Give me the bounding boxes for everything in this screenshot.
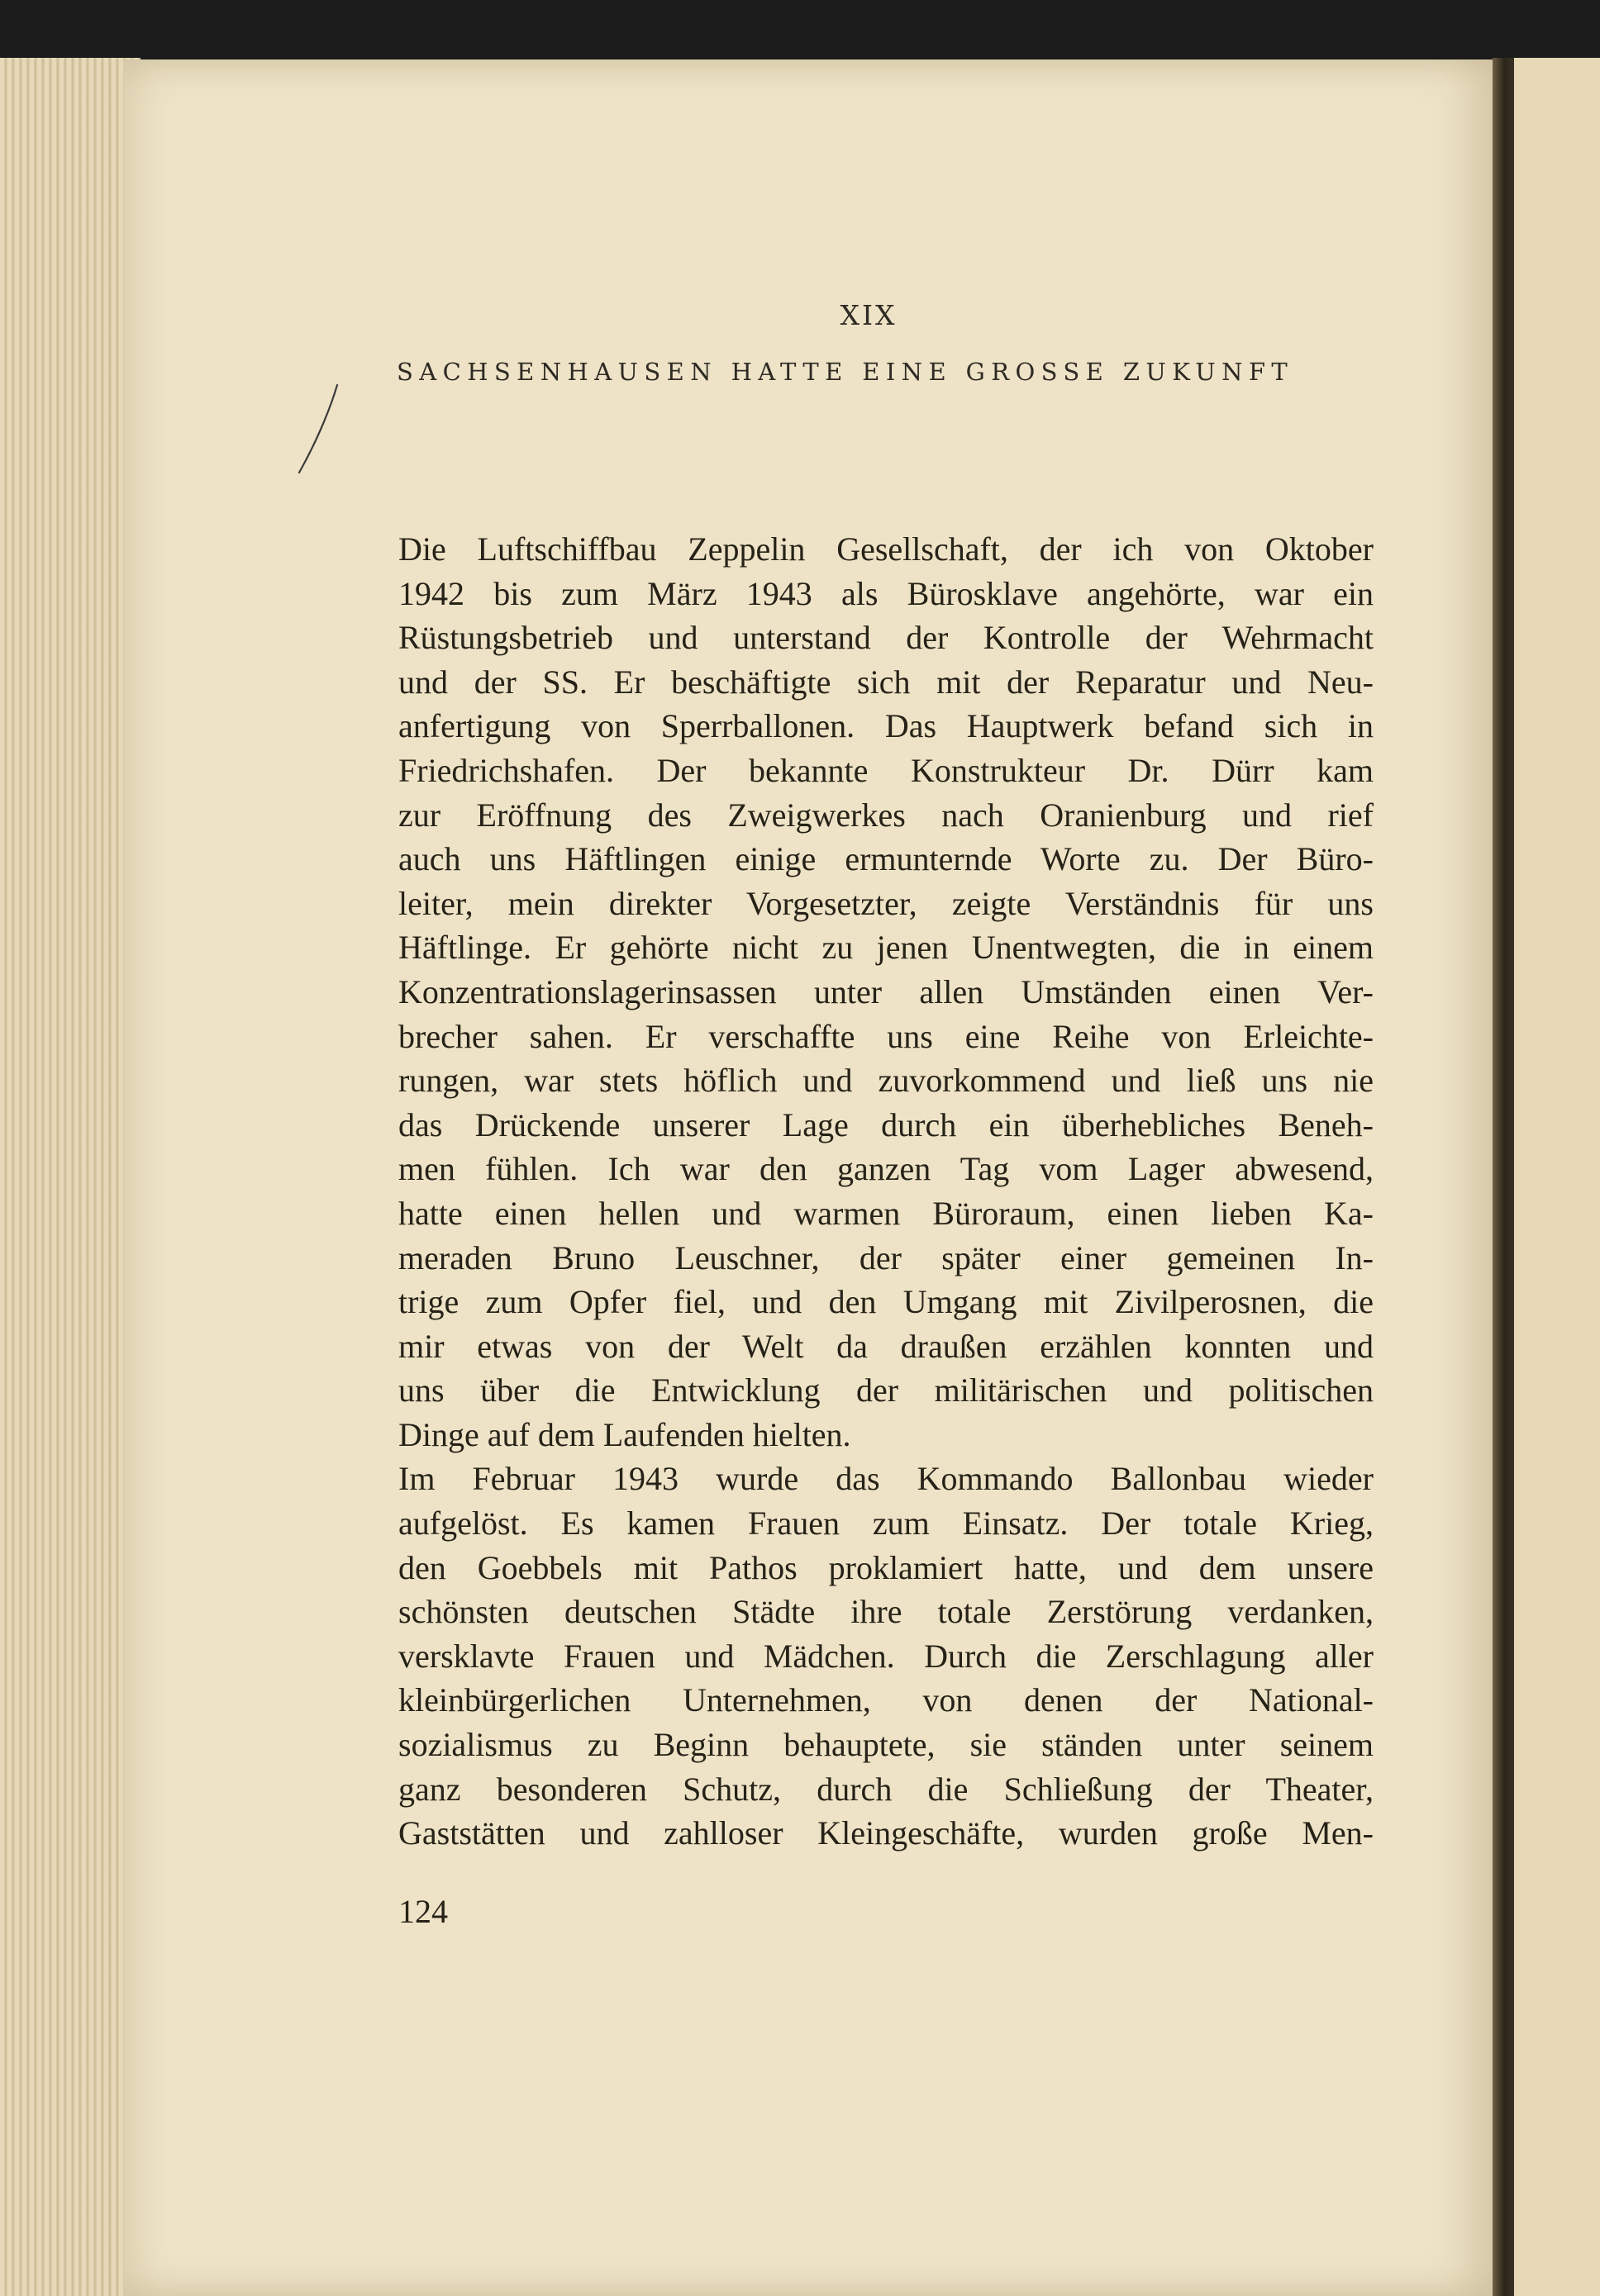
page-number: 124	[398, 1893, 448, 1930]
text-line: ganz besonderen Schutz, durch die Schließung der Theater,	[398, 1770, 1374, 1808]
text-line: mir etwas von der Welt da draußen erzählen konnten und	[398, 1327, 1374, 1365]
text-line: Häftlinge. Er gehörte nicht zu jenen Unentwegten, die in einem	[398, 929, 1374, 967]
text-line: men fühlen. Ich war den ganzen Tag vom Lager abwesend,	[398, 1150, 1374, 1188]
text-line: Konzentrationslagerinsassen unter allen Umständen einen Ver-	[398, 972, 1374, 1010]
text-line: aufgelöst. Es kamen Frauen zum Einsatz. Der totale Krieg,	[398, 1505, 1374, 1543]
text-line: Im Februar 1943 wurde das Kommando Ballonbau wieder	[398, 1460, 1374, 1498]
text-line: hatte einen hellen und warmen Büroraum, einen lieben Ka-	[398, 1194, 1374, 1232]
text-line: den Goebbels mit Pathos proklamiert hatte, und dem unsere	[398, 1548, 1374, 1586]
text-line: und der SS. Er beschäftigte sich mit der Reparatur und Neu-	[398, 663, 1374, 701]
facing-page-edge	[1514, 58, 1600, 2296]
text-line: Friedrichshafen. Der bekannte Konstrukteur Dr. Dürr kam	[398, 751, 1374, 789]
text-line: versklavte Frauen und Mädchen. Durch die Zerschlagung aller	[398, 1637, 1374, 1675]
text-line: kleinbürgerlichen Unternehmen, von denen der National-	[398, 1681, 1374, 1719]
text-line: schönsten deutschen Städte ihre totale Zerstörung verdanken,	[398, 1593, 1374, 1631]
text-line: rungen, war stets höflich und zuvorkommend und ließ uns nie	[398, 1062, 1374, 1100]
text-line: auch uns Häftlingen einige ermunternde Worte zu. Der Büro-	[398, 840, 1374, 878]
text-line: leiter, mein direkter Vorgesetzter, zeigte Verständnis für uns	[398, 884, 1374, 922]
text-line: Die Luftschiffbau Zeppelin Gesellschaft, der ich von Oktober	[398, 530, 1374, 568]
pencil-mark-icon	[289, 380, 347, 479]
book-gutter	[1493, 58, 1514, 2296]
chapter-number: XIX	[840, 299, 898, 331]
chapter-title: SACHSENHAUSEN HATTE EINE GROSSE ZUKUNFT	[397, 358, 1294, 386]
text-line: das Drückende unserer Lage durch ein überhebliches Beneh-	[398, 1105, 1374, 1143]
text-line: Gaststätten und zahlloser Kleingeschäfte, wurden große Men-	[398, 1814, 1374, 1852]
body-text	[398, 527, 1374, 1856]
page-edges	[0, 58, 140, 2296]
text-line: trige zum Opfer fiel, und den Umgang mit Zivilperosnen, die	[398, 1283, 1374, 1321]
text-line: 1942 bis zum März 1943 als Bürosklave angehörte, war ein	[398, 574, 1374, 612]
text-line: brecher sahen. Er verschaffte uns eine Reihe von Erleichte-	[398, 1017, 1374, 1055]
text-line: anfertigung von Sperrballonen. Das Hauptwerk befand sich in	[398, 707, 1374, 745]
text-line: zur Eröffnung des Zweigwerkes nach Oranienburg und rief	[398, 796, 1374, 834]
text-line: Dinge auf dem Laufenden hielten.	[398, 1415, 851, 1453]
text-line: meraden Bruno Leuschner, der später einer gemeinen In-	[398, 1238, 1374, 1276]
text-line: Rüstungsbetrieb und unterstand der Kontrolle der Wehrmacht	[398, 619, 1374, 657]
text-line: sozialismus zu Beginn behauptete, sie ständen unter seinem	[398, 1726, 1374, 1764]
text-line: uns über die Entwicklung der militärischen und politischen	[398, 1371, 1374, 1409]
